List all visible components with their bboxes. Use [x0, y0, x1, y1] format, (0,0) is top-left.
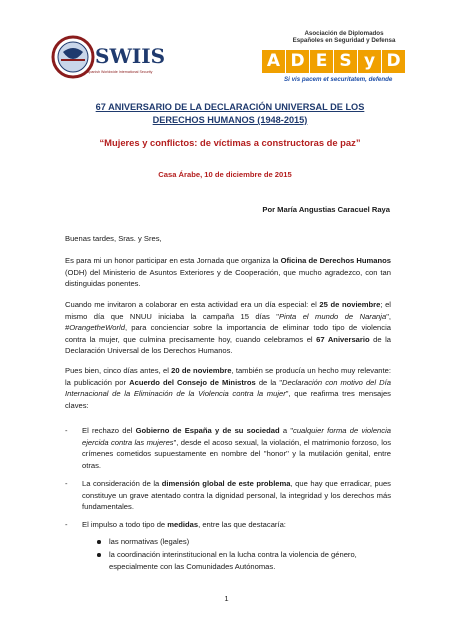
paragraph-3: Pues bien, cinco días antes, el 20 de noviembre, también se producía un hecho muy relevante: la publicación por Acuerdo del Consejo de Ministros de la "Declaración con motivo del Día Internacional de la Eliminación de la Violencia contra la mujer", que reafirma tres mensajes claves: — [65, 366, 391, 410]
swiis-wordmark: SWIIS — [95, 44, 166, 68]
adesyd-letter: D — [286, 50, 309, 73]
dash-marker: - — [65, 479, 68, 488]
swiis-tagline: Spanish Worldwide International Security — [87, 70, 153, 74]
page-number: 1 — [224, 594, 229, 603]
list-item-text: El rechazo del Gobierno de España y de su sociedad a "cualquier forma de violencia ejercida contra las mujeres", desde el acoso sexual, la violación, el matrimonio forzoso, los crímenes cometidos supuestamente en nombre del ''honor'' y la mutilación genital, entre otras. — [82, 426, 391, 470]
swiis-logo — [51, 32, 167, 86]
adesyd-org-name: Asociación de Diplomados Españoles en Seguridad y Defensa — [292, 30, 396, 44]
adesyd-motto: Si vis pacem et securitatem, defende — [284, 76, 393, 83]
dash-marker: - — [65, 520, 68, 529]
bullet-icon — [97, 540, 101, 544]
adesyd-letter: A — [262, 50, 285, 73]
document-title: 67 ANIVERSARIO DE LA DECLARACIÓN UNIVERSAL DE LOS DERECHOS HUMANOS (1948-2015) — [95, 102, 365, 125]
adesyd-letter: E — [310, 50, 333, 73]
document-subtitle: “Mujeres y conflictos: de víctimas a constructoras de paz” — [99, 137, 361, 148]
dash-marker: - — [65, 426, 68, 435]
adesyd-letter: S — [334, 50, 357, 73]
place-and-date: Casa Árabe, 10 de diciembre de 2015 — [158, 170, 292, 179]
author-line: Por María Angustias Caracuel Raya — [262, 205, 390, 214]
paragraph-1: Es para mi un honor participar en esta Jornada que organiza la Oficina de Derechos Humanos (ODH) del Ministerio de Asuntos Exteriores y de Cooperación, que mucho agradezco, con tan distinguidas ponentes. — [65, 256, 391, 289]
list-item-text: El impulso a todo tipo de medidas, entre las que destacaría: — [82, 520, 286, 529]
bullet-icon — [97, 553, 101, 557]
adesyd-logo — [262, 30, 406, 92]
greeting: Buenas tardes, Sras. y Sres, — [65, 234, 162, 243]
adesyd-letter: D — [382, 50, 405, 73]
bullet-text: la coordinación interinstitucional en la lucha contra la violencia de género, especialmente con las Comunidades Autónomas. — [109, 550, 357, 571]
list-item-text: La consideración de la dimensión global de este problema, que hay que erradicar, pues constituye un grave atentado contra la dignidad personal, la integridad y los derechos más fundamentales. — [82, 479, 391, 512]
adesyd-letters — [262, 50, 406, 73]
bullet-text: las normativas (legales) — [109, 537, 190, 546]
paragraph-2: Cuando me invitaron a colaborar en esta actividad era un día especial: el 25 de noviembre; el mismo día que NNUU iniciaba la campaña 15 días "Pinta el mundo de Naranja", #OrangetheWorld, para concienciar sobre la importancia de eliminar todo tipo de violencia contra la mujer, que culmina precisamente hoy, cuando celebramos el 67 Aniversario de la Declaración Universal de los Derechos Humanos. — [65, 300, 392, 356]
swiis-emblem-icon — [51, 32, 167, 86]
adesyd-letter: y — [358, 50, 381, 73]
